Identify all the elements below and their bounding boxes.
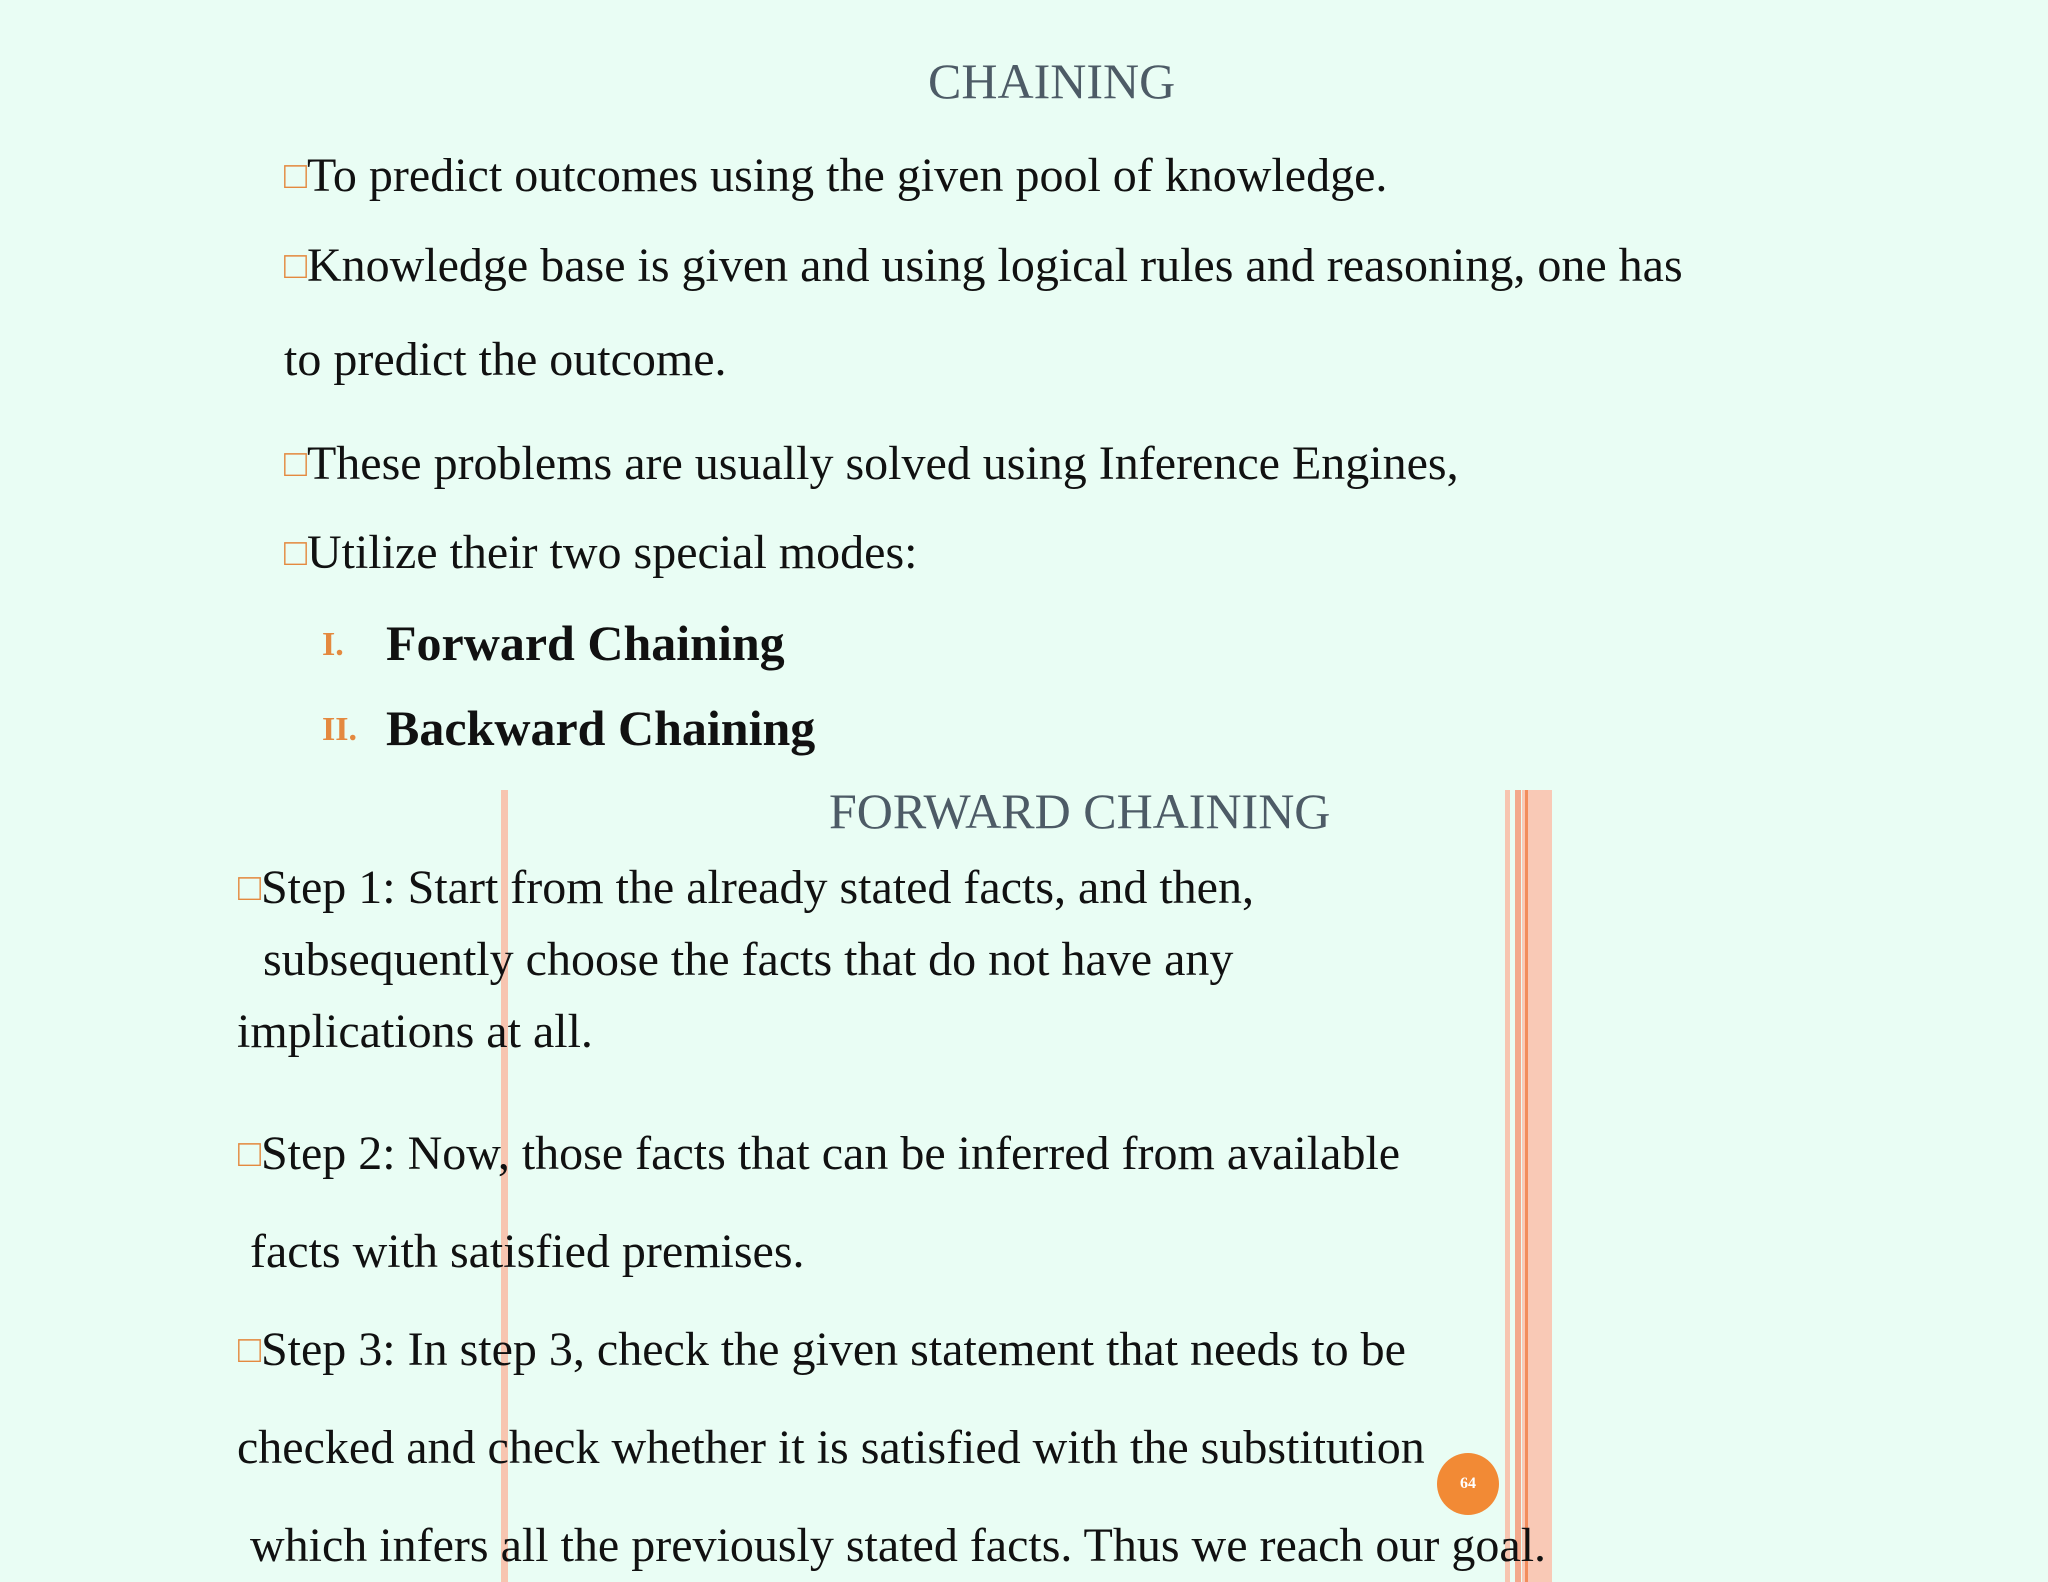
bullet-text: Utilize their two special modes: (306, 526, 918, 579)
bullet-continuation: to predict the outcome. (284, 333, 727, 386)
step-text: Step 2: Now, those facts that can be inferred from available (260, 1127, 1401, 1180)
roman-numeral: II. (322, 711, 357, 748)
step-item (238, 861, 1254, 914)
page-number-badge: 64 (1437, 1453, 1499, 1515)
bullet-text: These problems are usually solved using Inference Engines, (306, 437, 1459, 490)
square-bullet-icon: □ (238, 1133, 261, 1175)
bullet-item (284, 149, 1388, 202)
slide-title-forward-chaining: FORWARD CHAINING (829, 783, 1331, 839)
square-bullet-icon: □ (284, 443, 307, 485)
square-bullet-icon: □ (284, 245, 307, 287)
square-bullet-icon: □ (238, 867, 261, 909)
square-bullet-icon: □ (238, 1329, 261, 1371)
decorative-stripe-right (1515, 790, 1521, 1582)
step-continuation: which infers all the previously stated facts. Thus we reach our goal. (250, 1519, 1547, 1572)
step-continuation: implications at all. (237, 1005, 593, 1058)
decorative-stripe-right (1505, 790, 1510, 1582)
step-continuation: checked and check whether it is satisfied with the substitution (237, 1421, 1425, 1474)
bullet-text: Knowledge base is given and using logical rules and reasoning, one has (306, 239, 1683, 292)
bullet-item (284, 239, 1683, 292)
mode-forward-chaining: Forward Chaining (386, 615, 785, 671)
step-continuation: facts with satisfied premises. (250, 1225, 805, 1278)
step-item (238, 1127, 1401, 1180)
square-bullet-icon: □ (284, 532, 307, 574)
roman-numeral: I. (322, 626, 344, 663)
step-continuation: subsequently choose the facts that do not have any (263, 933, 1234, 986)
slide-title-chaining: CHAINING (928, 53, 1176, 109)
step-item (238, 1323, 1406, 1376)
bullet-item (284, 526, 918, 579)
step-text: Step 1: Start from the already stated facts, and then, (260, 861, 1254, 914)
bullet-text: To predict outcomes using the given pool of knowledge. (306, 149, 1388, 202)
bullet-item (284, 437, 1459, 490)
square-bullet-icon: □ (284, 155, 307, 197)
decorative-stripe-right-thin (1525, 790, 1528, 1582)
step-text: Step 3: In step 3, check the given statement that needs to be (260, 1323, 1406, 1376)
mode-backward-chaining: Backward Chaining (386, 700, 816, 756)
